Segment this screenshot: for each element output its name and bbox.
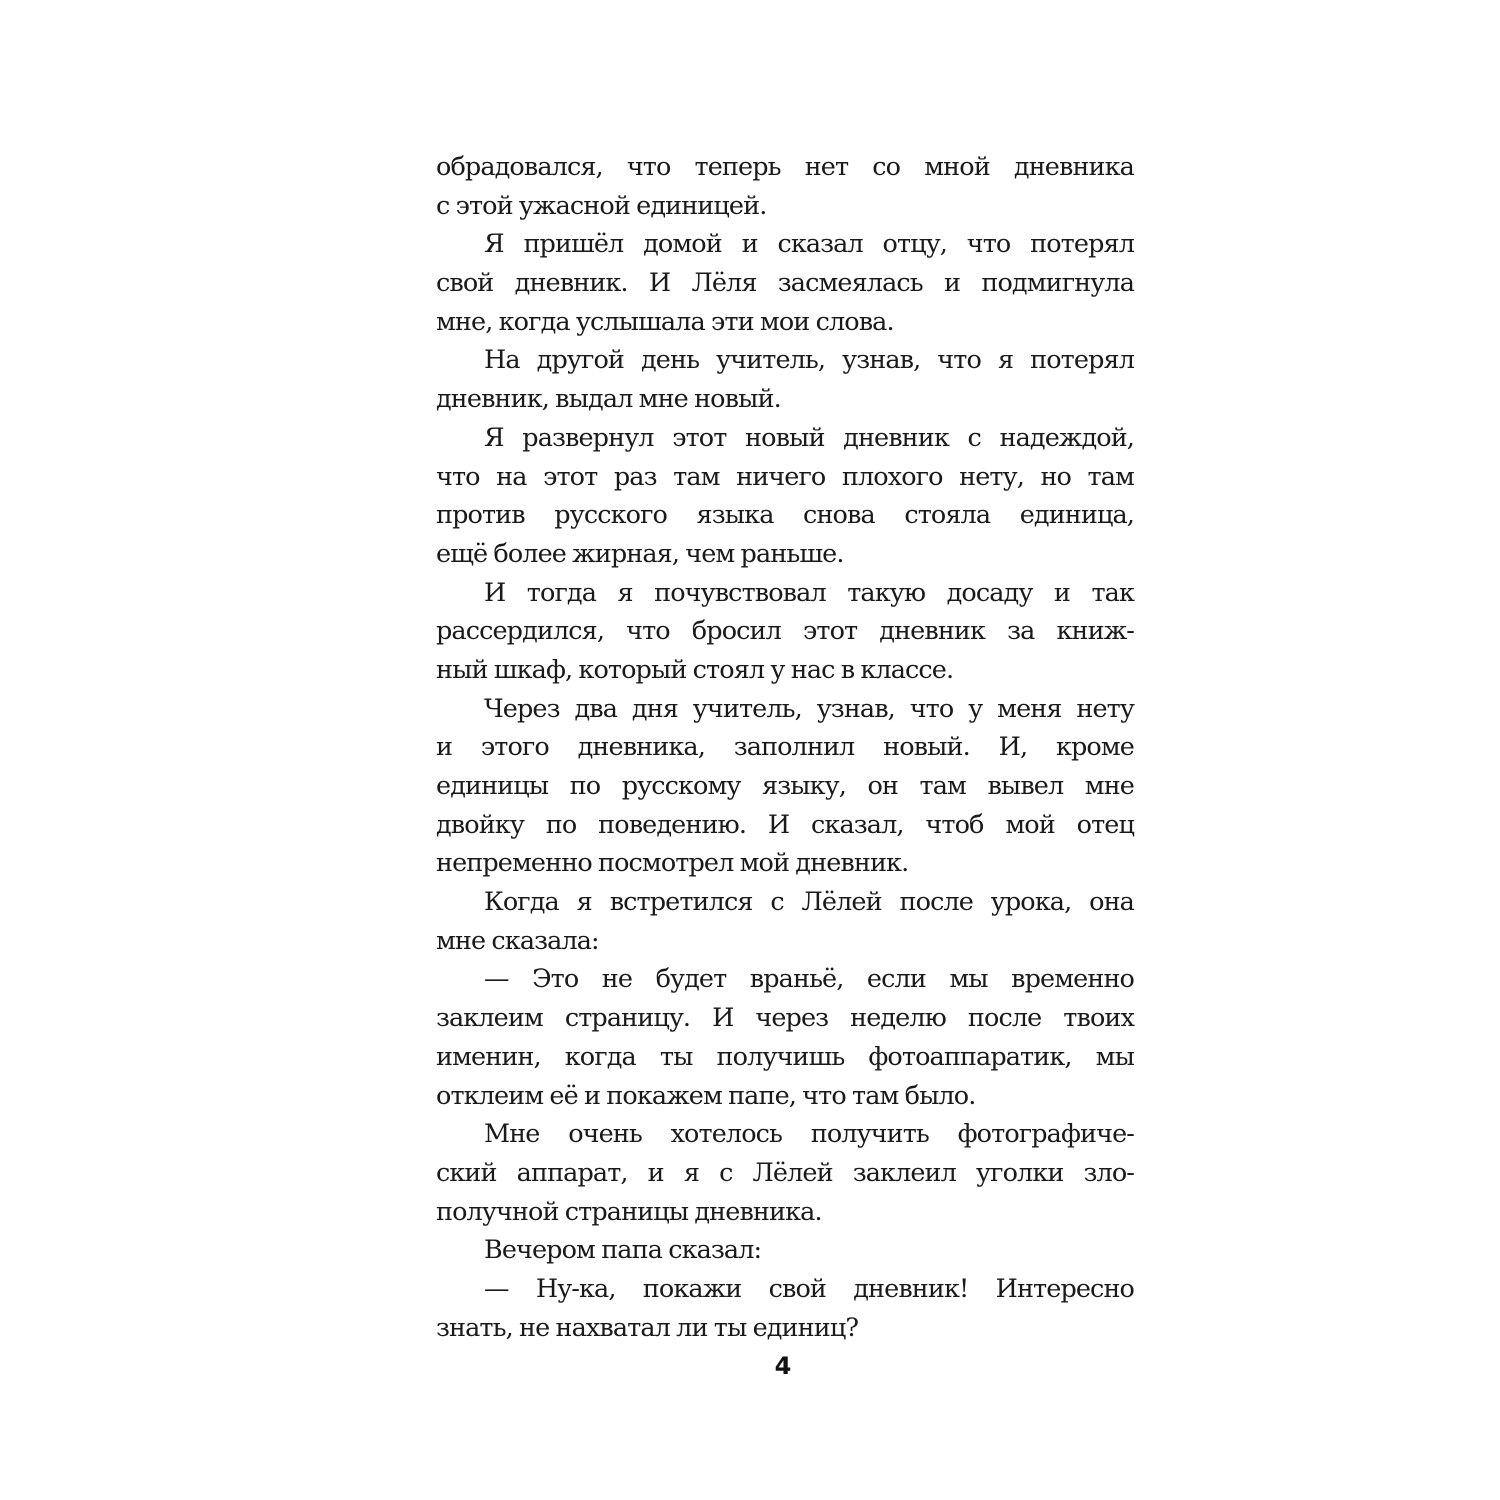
text-line: дневник, выдал мне новый. [436, 384, 781, 415]
text-line: — Ну-ка, покажи свой дневник! Интересно [484, 1273, 1134, 1304]
text-line: против русского языка снова стояла единица, [436, 500, 1134, 531]
text-line: мне сказала: [436, 925, 599, 956]
text-line: Когда я встретился с Лёлей после урока, она [484, 887, 1134, 918]
text-line: свой дневник. И Лёля засмеялась и подмигнула [436, 268, 1134, 299]
text-line: Мне очень хотелось получить фотографиче- [484, 1119, 1134, 1150]
text-line: ский аппарат, и я с Лёлей заклеил уголки зло- [436, 1157, 1134, 1188]
text-line: На другой день учитель, узнав, что я потерял [484, 345, 1134, 376]
body-text [436, 148, 1134, 1347]
text-line: заклеим страницу. И через неделю после твоих [436, 1003, 1134, 1034]
text-line: двойку по поведению. И сказал, чтоб мой отец [436, 809, 1134, 840]
text-line: и этого дневника, заполнил новый. И, кроме [436, 732, 1134, 763]
text-line: что на этот раз там ничего плохого нету, но там [436, 461, 1134, 492]
text-line: И тогда я почувствовал такую досаду и так [484, 577, 1134, 608]
text-line: ещё более жирная, чем раньше. [436, 538, 844, 569]
text-line: ный шкаф, который стоял у нас в классе. [436, 654, 954, 685]
text-line: знать, не нахватал ли ты единиц? [436, 1312, 859, 1343]
text-line: — Это не будет враньё, если мы временно [484, 964, 1134, 995]
text-line: отклеим её и покажем папе, что там было. [436, 1080, 976, 1111]
text-line: единицы по русскому языку, он там вывел мне [436, 771, 1134, 801]
text-line: именин, когда ты получишь фотоаппаратик, мы [436, 1041, 1134, 1072]
text-line: Я пришёл домой и сказал отцу, что потерял [484, 229, 1134, 260]
text-line: Вечером папа сказал: [484, 1235, 762, 1266]
text-line: Через два дня учитель, узнав, что у меня нету [484, 693, 1134, 724]
text-line: получной страницы дневника. [436, 1196, 822, 1227]
text-line: непременно посмотрел мой дневник. [436, 848, 909, 879]
text-line: мне, когда услышала эти мои слова. [436, 306, 894, 337]
text-line: с этой ужасной единицей. [436, 190, 767, 221]
page-number: 4 [774, 1352, 792, 1380]
text-line: рассердился, что бросил этот дневник за книж- [436, 616, 1134, 647]
text-line: Я развернул этот новый дневник с надеждой, [484, 422, 1134, 453]
text-line: обрадовался, что теперь нет со мной дневника [436, 152, 1134, 182]
